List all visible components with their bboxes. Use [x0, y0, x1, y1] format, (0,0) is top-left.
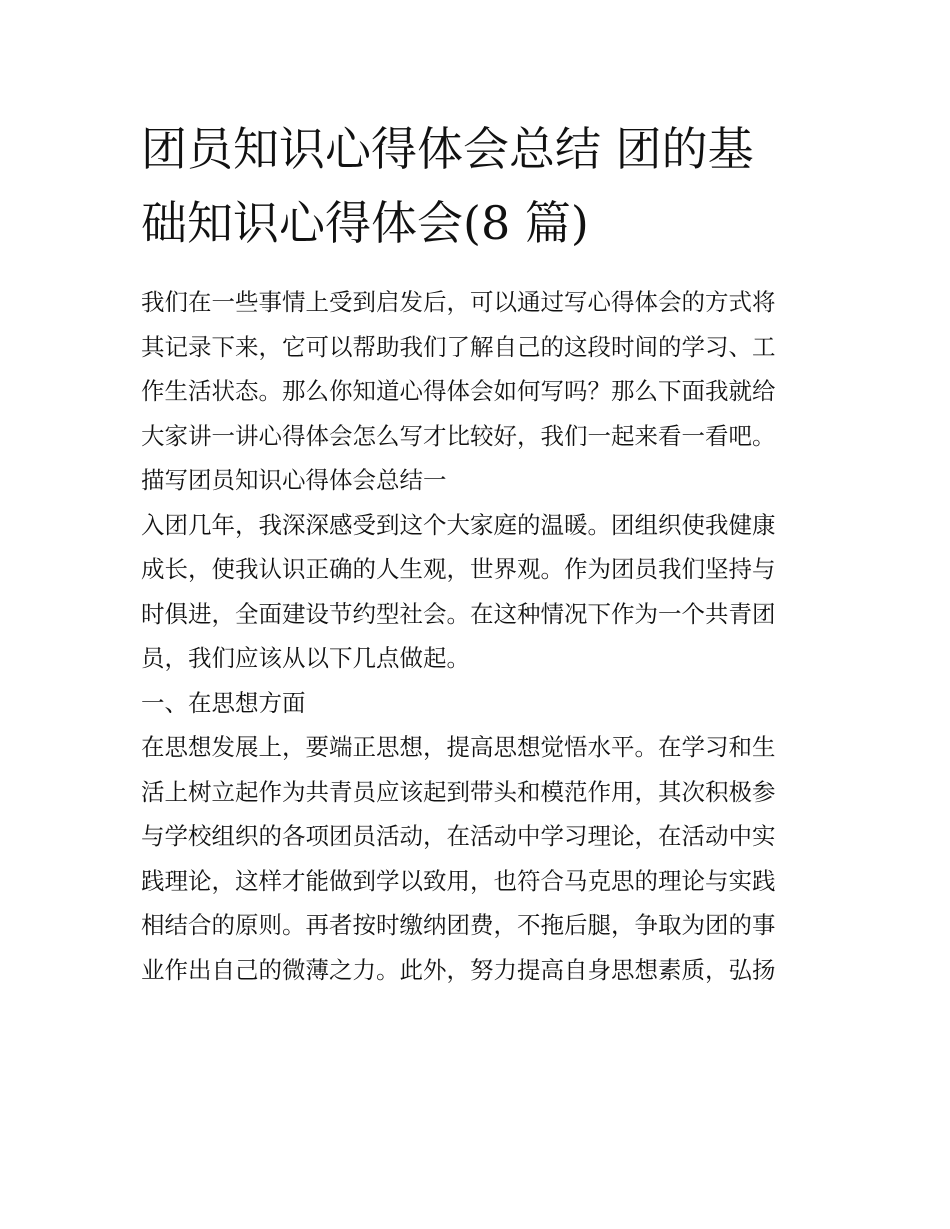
body-line-8: 时俱进，全面建设节约型社会。在这种情况下作为一个共青团: [141, 599, 776, 628]
body-line-2: 其记录下来，它可以帮助我们了解自己的这段时间的学习、工: [141, 332, 776, 361]
document-title: [141, 112, 811, 260]
document-title-line-1: 团员知识心得体会总结 团的基: [141, 122, 754, 176]
subheading-thought: 一、在思想方面: [141, 688, 306, 717]
body-line-14: 践理论，这样才能做到学以致用，也符合马克思的理论与实践: [141, 866, 776, 895]
section-heading-1: 描写团员知识心得体会总结一: [141, 466, 447, 494]
document-body: [141, 280, 811, 992]
document-content: [141, 112, 811, 992]
body-line-7: 成长，使我认识正确的人生观，世界观。作为团员我们坚持与: [141, 555, 776, 583]
body-line-1: 我们在一些事情上受到启发后，可以通过写心得体会的方式将: [141, 288, 776, 316]
document-title-line-2: 础知识心得体会(8 篇): [141, 196, 589, 250]
body-line-11: 在思想发展上，要端正思想，提高思想觉悟水平。在学习和生: [141, 733, 776, 761]
body-line-3: 作生活状态。那么你知道心得体会如何写吗？那么下面我就给: [141, 377, 776, 405]
body-line-12: 活上树立起作为共青员应该起到带头和模范作用，其次积极参: [141, 777, 776, 806]
body-line-6: 入团几年，我深深感受到这个大家庭的温暖。团组织使我健康: [141, 510, 776, 539]
body-line-9: 员，我们应该从以下几点做起。: [141, 644, 470, 672]
body-line-16: 业作出自己的微薄之力。此外，努力提高自身思想素质，弘扬: [141, 955, 776, 984]
body-line-13: 与学校组织的各项团员活动，在活动中学习理论，在活动中实: [141, 822, 776, 850]
body-line-4: 大家讲一讲心得体会怎么写才比较好，我们一起来看一看吧。: [141, 421, 776, 450]
body-line-15: 相结合的原则。再者按时缴纳团费，不拖后腿，争取为团的事: [141, 911, 776, 939]
